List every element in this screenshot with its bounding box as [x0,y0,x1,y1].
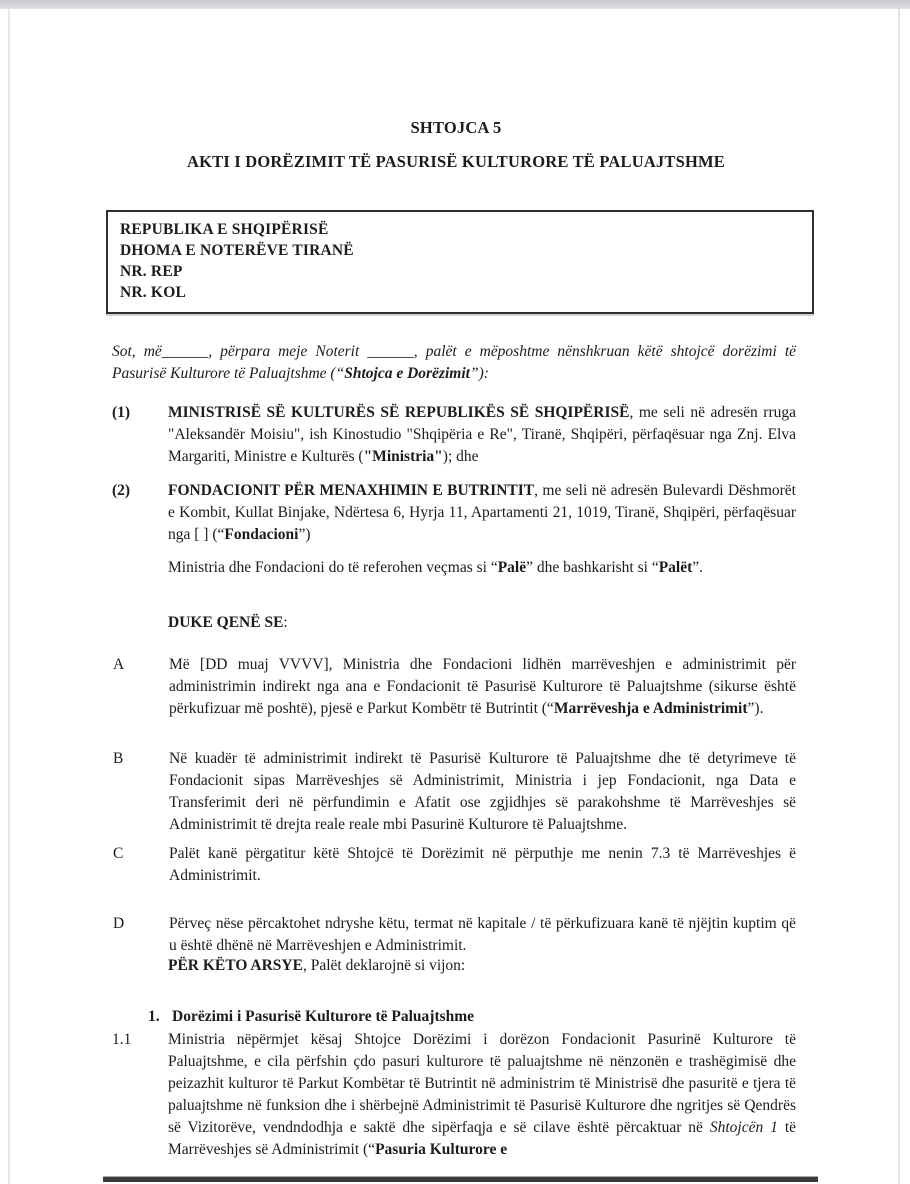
party-1-name: MINISTRISË SË KULTURËS SË REPUBLIKËS SË SHQIPËRISË [168,404,630,421]
party-2-name: FONDACIONIT PËR MENAXHIMIN E BUTRINTIT [168,482,535,499]
next-section-top-border [103,1176,818,1182]
party-item-2 [112,480,796,546]
recital-D-letter: D [113,915,125,932]
parties-note [168,557,796,579]
recital-A-text [169,654,796,720]
clause-1-1-body: Ministria nëpërmjet kësaj Shtojce Dorëzimi i dorëzon Fondacionit Pasurinë Kulturore të Paluajtshme, e cila përfshin çdo pasuri kulturore të paluajtshme në nënzonën e trashëgimisë dhe peizazhit kulturor të Parkut Kombëtar të Butrintit në administrim të Ministrisë dhe pasuritë e tjera të paluajtshme në funksion dhe i shërbejnë Administrimit të Pasurisë Kulturore dhe ngritjes së Qendrës së Vizitorëve, vendndodhja e saktë dhe sipërfaqja e së cilave është përcaktuar në [168,1031,796,1136]
section-1-number: 1. [148,1008,160,1025]
recital-B-text: Në kuadër të administrimit indirekt të Pasurisë Kulturore të Paluajtshme dhe të detyrimeve të Fondacionit sipas Marrëveshjes së Administrimit, Ministria i jep Fondacionit, nga Data e Transferimit deri në përfundimin e Afatit ose zgjidhjes së parakohshme të Marrëveshjes së Administrimit të drejta reale reale mbi Pasurinë Kulturore të Paluajtshme. [169,750,796,833]
page-right-edge [898,9,900,1184]
recital-B-letter: B [113,750,124,767]
party-2-address: , me seli në adresën Bulevardi Dëshmorët e Kombit, Kullat Binjake, Ndërtesa 6, Hyrja 11, Apartamenti 21, 1019, Tiranë, Shqipëri, përfaqësuar nga [ ] (“ [168,482,796,543]
notary-line-nr-rep: NR. REP [120,263,183,280]
clause-1-1-mid: të Marrëveshjes së Administrimit (“ [168,1119,797,1158]
recitals-heading-colon: : [283,614,288,631]
notary-line-chamber: DHOMA E NOTERËVE TIRANË [120,242,354,259]
intro-text: Sot, më______, përpara meje Noterit ______, palët e mëposhtme nënshkruan këtë shtojcë dorëzimi të Pasurisë Kulturore të Paluajtshme (“ [112,343,796,382]
recital-A-letter: A [113,656,125,673]
declaration-lead: PËR KËTO ARSYE [168,957,303,974]
page-subtitle: AKTI I DORËZIMIT TË PASURISË KULTURORE TË PALUAJTSHME [187,152,725,171]
palet-term: Palët [658,559,693,576]
recital-A-body: Më [DD muaj VVVV], Ministria dhe Fondacioni lidhën marrëveshjen e administrimit për administrimin indirekt nga ana e Fondacionit të Pasurisë Kulturore të Paluajtshme (sikurse është përkufizuar më poshtë), pjesë e Parkut Kombëtr të Butrintit (“ [169,656,796,717]
recital-C-letter: C [113,845,124,862]
notary-line-republic: REPUBLIKA E SHQIPËRISË [120,221,329,238]
parties-note-text: Ministria dhe Fondacioni do të referohen veçmas si “ [168,559,498,576]
clause-1-1-text [168,1029,796,1161]
clause-1-1 [112,1029,796,1161]
party-2-tail: ”) [298,526,311,543]
recital-A-defined-term: Marrëveshja e Administrimit [553,700,748,717]
declaration-line [168,955,465,977]
recital-D [113,913,796,957]
recitals-heading-text: DUKE QENË SE [168,614,284,631]
party-1-text [168,402,796,468]
party-item-1 [112,402,796,468]
page-top-shadow [0,0,910,9]
recitals-heading [168,612,288,634]
declaration-rest: , Palët deklarojnë si vijon: [302,957,466,974]
recital-B [113,748,796,836]
intro-paragraph [112,341,796,385]
page-left-edge [8,9,10,1184]
section-1-title: Dorëzimi i Pasurisë Kulturore të Paluajtshme [172,1008,475,1025]
party-1-tail: ); dhe [442,448,479,465]
party-1-address: , me seli në adresën rruga "Aleksandër Moisiu", ish Kinostudio "Shqipëria e Re", Tiranë, Shqipëri, përfaqësuar nga Znj. Elva Margariti, Ministre e Kulturës ( [168,404,796,465]
recital-D-text: Përveç nëse përcaktohet ndryshe këtu, termat në kapitale / të përkufizuara kanë të njëjtin kuptim që u është dhënë në Marrëveshjen e Administrimit. [169,915,796,954]
clause-1-1-defined-term: Pasuria Kulturore e [375,1141,508,1158]
notary-line-nr-kol: NR. KOL [120,284,186,301]
party-1-defined-term: "Ministria" [363,448,443,465]
clause-1-1-annex-ref: Shtojcën 1 [709,1119,778,1136]
recital-C-text: Palët kanë përgatitur këtë Shtojcë të Dorëzimit në përputhje me nenin 7.3 të Marrëveshjes ë Administrimit. [169,845,796,884]
clause-1-1-number: 1.1 [112,1031,132,1048]
intro-defined-term: Shtojca e Dorëzimit [344,365,470,382]
section-1-heading [148,1006,796,1028]
pale-term: Palë [497,559,527,576]
parties-note-mid: ” dhe bashkarisht si “ [526,559,659,576]
parties-note-end: ”. [692,559,704,576]
page-title: SHTOJCA 5 [410,118,502,137]
party-1-number: (1) [112,404,131,421]
recital-A-tail: ”). [747,700,764,717]
recital-A [113,654,796,720]
notary-header-box [106,210,814,314]
party-2-number: (2) [112,482,131,499]
intro-text-end: ”): [469,365,489,382]
party-2-defined-term: Fondacioni [224,526,299,543]
recital-C [113,843,796,887]
party-2-text [168,480,796,546]
